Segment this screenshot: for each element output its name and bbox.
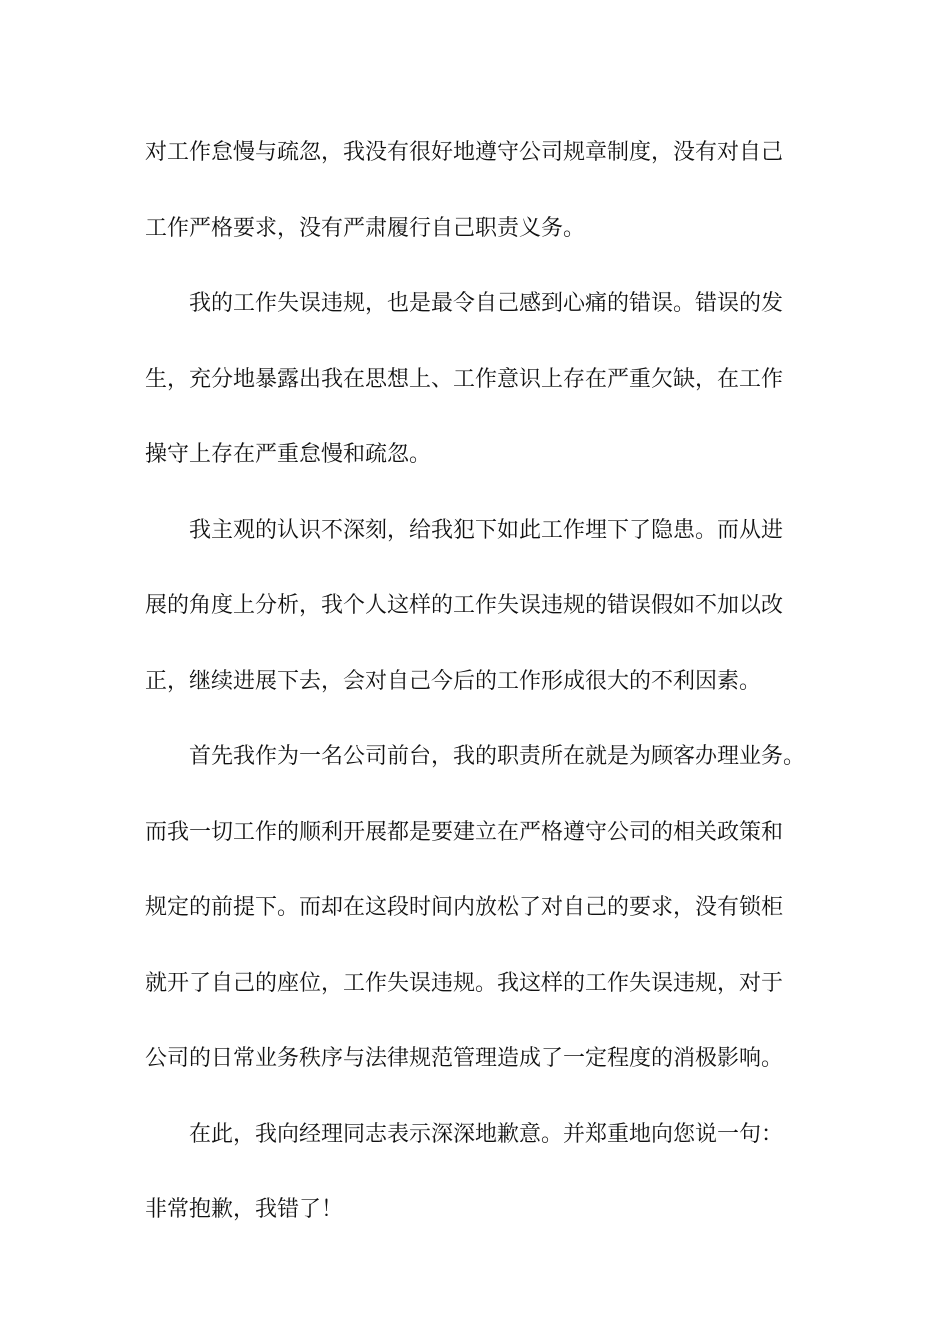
text-line: 就开了自己的座位，工作失误违规。我这样的工作失误违规，对于 xyxy=(145,970,784,996)
paragraph-start-line: 我主观的认识不深刻，给我犯下如此工作埋下了隐患。而从进 xyxy=(189,517,784,543)
text-line: 展的角度上分析，我个人这样的工作失误违规的错误假如不加以改 xyxy=(145,593,784,618)
text-line: 规定的前提下。而却在这段时间内放松了对自己的要求，没有锁柜 xyxy=(145,895,784,920)
text-line: 操守上存在严重怠慢和疏忽。 xyxy=(145,442,432,467)
text-line: 对工作怠慢与疏忽，我没有很好地遵守公司规章制度，没有对自己 xyxy=(145,140,784,165)
paragraph-start-line: 首先我作为一名公司前台，我的职责所在就是为顾客办理业务。 xyxy=(189,744,806,769)
document-body xyxy=(145,131,815,1264)
paragraph-start-line: 我的工作失误违规，也是最令自己感到心痛的错误。错误的发 xyxy=(189,291,784,316)
text-line: 工作严格要求，没有严肃履行自己职责义务。 xyxy=(145,215,586,241)
closing-line: 非常抱歉，我错了！ xyxy=(145,1197,344,1222)
text-line: 生，充分地暴露出我在思想上、工作意识上存在严重欠缺，在工作 xyxy=(145,366,784,392)
text-line: 公司的日常业务秩序与法律规范管理造成了一定程度的消极影响。 xyxy=(145,1046,784,1071)
text-line: 正，继续进展下去，会对自己今后的工作形成很大的不利因素。 xyxy=(145,668,762,694)
paragraph-start-line: 在此，我向经理同志表示深深地歉意。并郑重地向您说一句： xyxy=(189,1121,784,1147)
text-line: 而我一切工作的顺利开展都是要建立在严格遵守公司的相关政策和 xyxy=(145,819,784,845)
